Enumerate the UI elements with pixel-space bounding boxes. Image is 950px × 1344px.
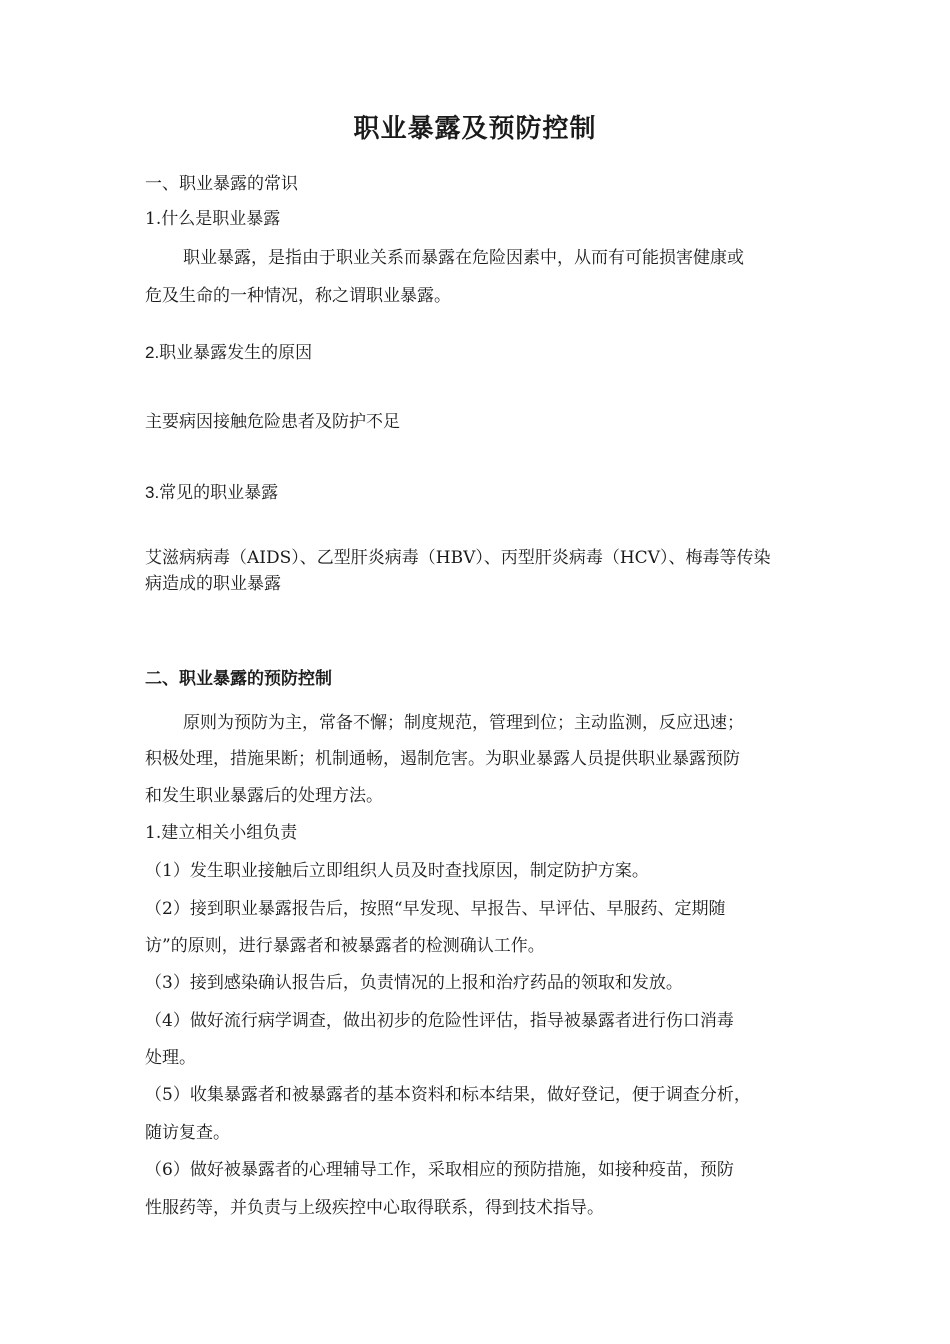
item6-line1: （6）做好被暴露者的心理辅导工作，采取相应的预防措施，如接种疫苗，预防 [145,1160,734,1180]
question1-heading: 1.什么是职业暴露 [145,209,281,229]
question3-heading: 3.常见的职业暴露 [145,483,279,502]
question2-body: 主要病因接触危险患者及防护不足 [145,412,400,432]
item5-line1: （5）收集暴露者和被暴露者的基本资料和标本结果，做好登记，便于调查分析， [145,1085,751,1105]
principle-line3: 和发生职业暴露后的处理方法。 [145,786,383,806]
item2-line1: （2）接到职业暴露报告后，按照“早发现、早报告、早评估、早服药、定期随 [145,899,726,919]
item6-line2: 性服药等，并负责与上级疾控中心取得联系，得到技术指导。 [145,1198,604,1218]
principle-line2: 积极处理，措施果断；机制通畅，遏制危害。为职业暴露人员提供职业暴露预防 [145,749,740,769]
question1-body-line1: 职业暴露，是指由于职业关系而暴露在危险因素中，从而有可能损害健康或 [183,248,744,268]
page-title: 职业暴露及预防控制 [353,114,597,144]
item1: （1）发生职业接触后立即组织人员及时查找原因，制定防护方案。 [145,861,649,881]
question3-body-line2: 病造成的职业暴露 [145,574,281,594]
section2-heading: 二、职业暴露的预防控制 [145,669,332,689]
item5-line2: 随访复查。 [145,1123,230,1143]
item2-line2: 访”的原则，进行暴露者和被暴露者的检测确认工作。 [145,936,545,956]
question2-heading: 2.职业暴露发生的原因 [145,343,313,362]
question1-body-line2: 危及生命的一种情况，称之谓职业暴露。 [145,286,451,306]
principle-line1: 原则为预防为主，常备不懈；制度规范，管理到位；主动监测，反应迅速； [183,713,744,733]
section1-heading: 一、职业暴露的常识 [145,174,298,194]
question3-body-line1: 艾滋病病毒（AIDS）、乙型肝炎病毒（HBV）、丙型肝炎病毒（HCV）、梅毒等传染 [145,548,771,568]
subsection1-heading: 1.建立相关小组负责 [145,823,298,843]
item4-line1: （4）做好流行病学调查，做出初步的危险性评估，指导被暴露者进行伤口消毒 [145,1011,734,1031]
item4-line2: 处理。 [145,1048,196,1068]
item3: （3）接到感染确认报告后，负责情况的上报和治疗药品的领取和发放。 [145,973,683,993]
